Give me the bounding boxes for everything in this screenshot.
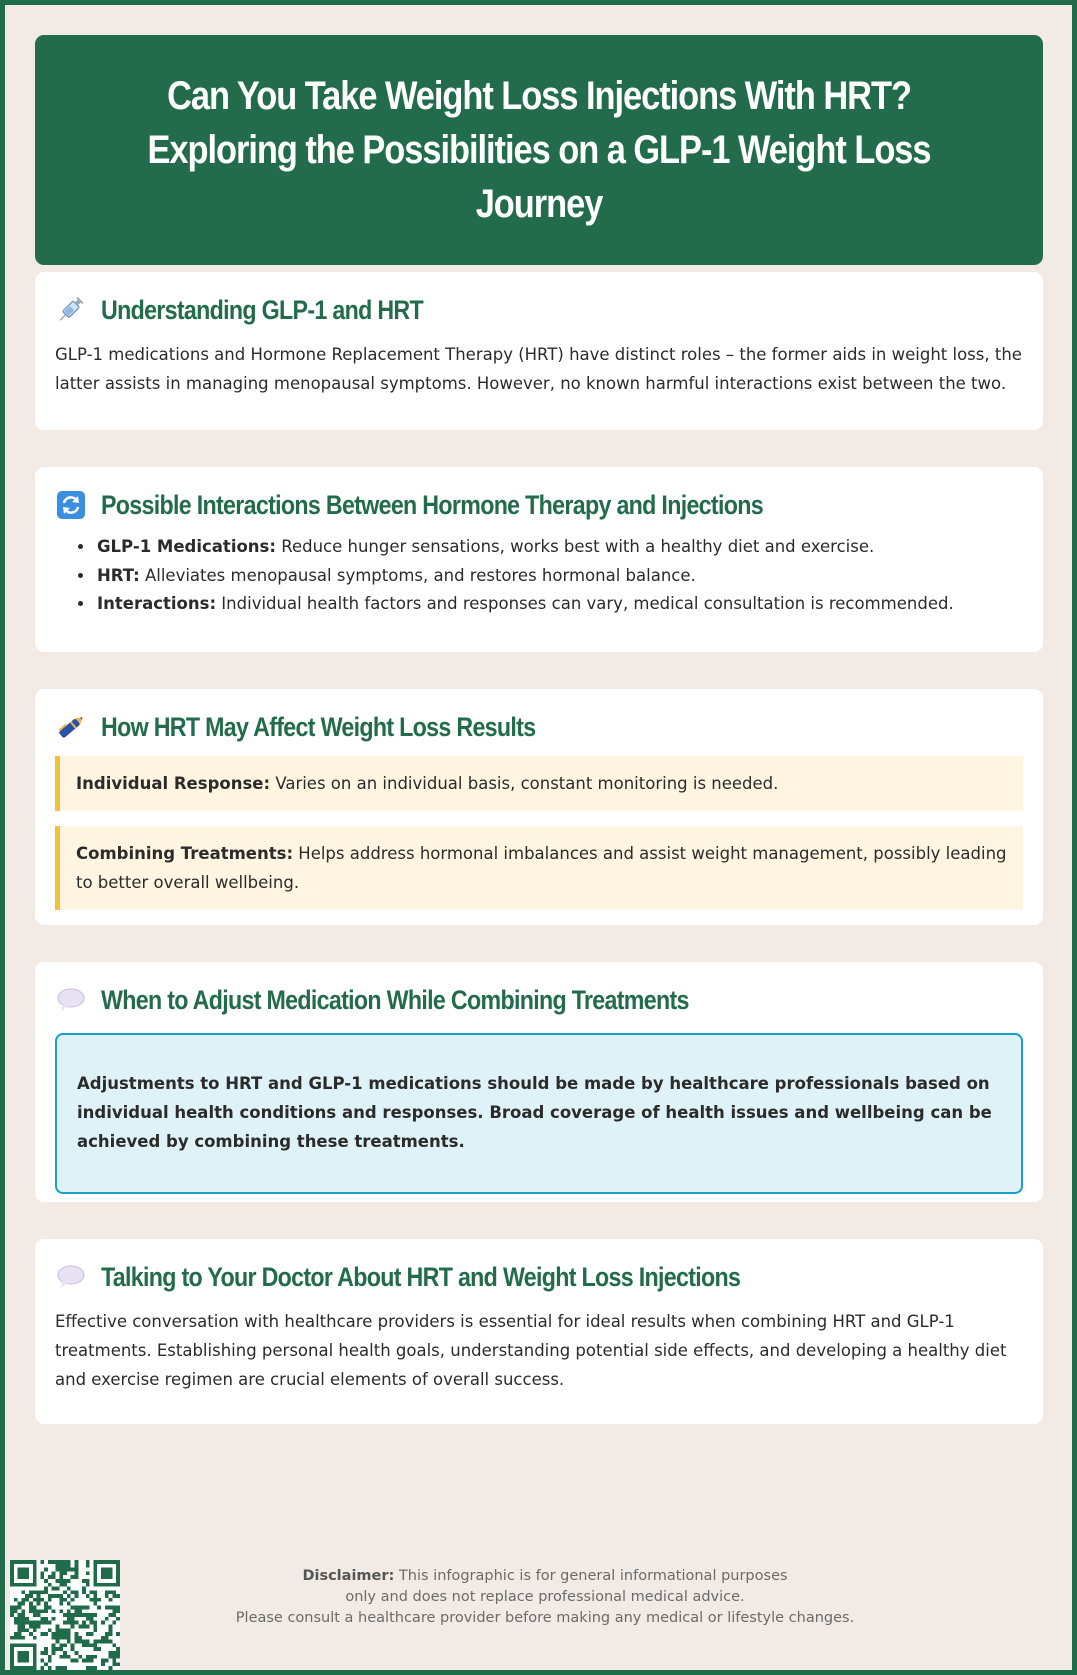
item-text: Individual health factors and responses can vary, medical consultation is recommended. (216, 594, 954, 613)
note-label: Combining Treatments: (76, 844, 294, 863)
section-interactions (35, 467, 1043, 652)
disclaimer (175, 1566, 915, 1629)
section-title: How HRT May Affect Weight Loss Results (101, 711, 536, 742)
interaction-list (55, 533, 1023, 619)
disclaimer-label: Disclaimer: (302, 1568, 395, 1584)
section-header (55, 292, 1023, 328)
syringe-icon (55, 294, 87, 326)
section-header (55, 1259, 1023, 1295)
section-title: Understanding GLP-1 and HRT (101, 294, 424, 325)
page-frame (5, 5, 1072, 1670)
item-label: GLP-1 Medications: (97, 537, 276, 556)
arrows-cycle-icon (55, 489, 87, 521)
disclaimer-line-1: This infographic is for general informational purposes (394, 1568, 788, 1584)
section-adjust-medication (35, 962, 1043, 1202)
section-title: When to Adjust Medication While Combining Treatments (101, 984, 689, 1015)
section-title: Possible Interactions Between Hormone Therapy and Injections (101, 489, 763, 520)
note-text: Varies on an individual basis, constant monitoring is needed. (270, 774, 779, 793)
header-banner (35, 35, 1043, 265)
disclaimer-line-3: Please consult a healthcare provider before making any medical or lifestyle changes. (235, 1610, 855, 1626)
callout-box: Adjustments to HRT and GLP-1 medications should be made by healthcare professionals based on individual health conditions and responses. Broad coverage of health issues and wellbeing can be achieved by combining these treatments. (55, 1033, 1023, 1194)
section-affect-results (35, 689, 1043, 925)
item-text: Reduce hunger sensations, works best with a healthy diet and exercise. (275, 537, 875, 556)
pen-icon (55, 711, 87, 743)
section-understanding (35, 272, 1043, 430)
note-text: Helps address hormonal imbalances and assist weight management, possibly leading to better overall wellbeing. (76, 844, 1007, 892)
speech-bubble-icon (55, 984, 87, 1016)
item-label: Interactions: (97, 594, 217, 613)
footer (5, 1552, 1072, 1670)
note-combining-treatments (55, 826, 1023, 910)
note-individual-response (55, 756, 1023, 811)
disclaimer-line-2: only and does not replace professional medical advice. (345, 1589, 745, 1605)
speech-bubble-icon (55, 1261, 87, 1293)
note-label: Individual Response: (76, 774, 271, 793)
section-header (55, 709, 1023, 745)
list-item (95, 590, 1023, 619)
section-text: GLP-1 medications and Hormone Replacement Therapy (HRT) have distinct roles – the former aids in weight loss, the latter assists in managing menopausal symptoms. However, no known harmful interactions exist between the two. (55, 345, 1022, 393)
list-item (95, 533, 1023, 562)
list-item (95, 562, 1023, 591)
item-label: HRT: (97, 565, 140, 585)
section-talk-to-doctor (35, 1239, 1043, 1424)
section-header (55, 982, 1023, 1018)
section-header (55, 487, 1023, 523)
section-title: Talking to Your Doctor About HRT and Weight Loss Injections (101, 1261, 741, 1292)
qr-code[interactable] (10, 1560, 120, 1670)
section-text: Effective conversation with healthcare providers is essential for ideal results when combining HRT and GLP-1 treatments. Establishing personal health goals, understanding potential side effects, and developing a healthy diet and exercise regimen are crucial elements of overall success. (55, 1312, 1007, 1389)
item-text: Alleviates menopausal symptoms, and restores hormonal balance. (139, 565, 696, 585)
page-title: Can You Take Weight Loss Injections With HRT? Exploring the Possibilities on a GLP-1 Weight Loss Journey (147, 74, 931, 226)
